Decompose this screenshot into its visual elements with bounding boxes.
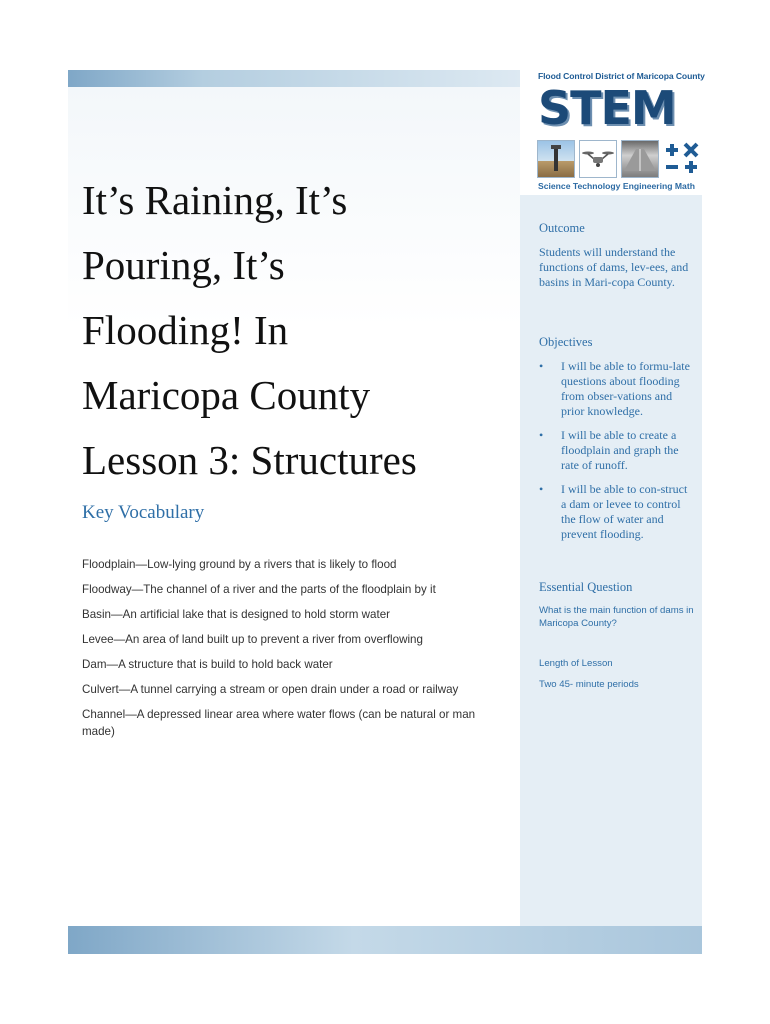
title-line: Maricopa County — [82, 372, 371, 418]
key-vocabulary-heading: Key Vocabulary — [82, 502, 205, 523]
title-line: Lesson 3: Structures — [82, 437, 417, 483]
vocabulary-item: Basin—An artificial lake that is designed to hold storm water — [82, 608, 391, 621]
title-line: Flooding! In — [82, 307, 289, 353]
bullet-icon: • — [539, 428, 544, 442]
top-decorative-bar — [68, 70, 520, 87]
objective-item — [539, 428, 691, 473]
length-of-lesson-heading: Length of Lesson — [539, 658, 613, 669]
vocabulary-item: Channel—A depressed linear area where water flows (can be natural or man made) — [82, 708, 476, 738]
math-symbols-icon — [663, 140, 701, 178]
objectives-list — [539, 359, 691, 542]
objective-item — [539, 482, 691, 542]
vocabulary-item: Dam—A structure that is build to hold back water — [82, 658, 333, 671]
stem-logo — [530, 66, 705, 194]
bottom-decorative-bar — [68, 926, 702, 954]
logo-tagline: Science Technology Engineering Math — [538, 181, 695, 191]
objective-text: I will be able to con-struct a dam or levee to control the flow of water and prevent flooding. — [561, 482, 688, 541]
objective-text: I will be able to formu-late questions about flooding from obser-vations and prior knowledge. — [561, 359, 690, 418]
logo-wordmark: STEM — [538, 81, 676, 135]
vocabulary-item: Floodway—The channel of a river and the parts of the floodplain by it — [82, 583, 436, 596]
bullet-icon: • — [539, 482, 544, 496]
sidebar-panel — [520, 195, 702, 926]
essential-question-text: What is the main function of dams in Maricopa County? — [539, 605, 694, 629]
title-line: It’s Raining, It’s — [82, 177, 348, 223]
vocabulary-item: Culvert—A tunnel carrying a stream or open drain under a road or railway — [82, 683, 459, 696]
vocabulary-item: Floodplain—Low-lying ground by a rivers that is likely to flood — [82, 558, 397, 571]
bullet-icon: • — [539, 359, 544, 373]
essential-question-heading: Essential Question — [539, 580, 633, 594]
vocabulary-list — [82, 556, 502, 748]
drone-icon — [579, 140, 617, 178]
outcome-heading: Outcome — [539, 221, 585, 235]
bridge-photo-icon — [621, 140, 659, 178]
outcome-text: Students will understand the functions of dams, lev-ees, and basins in Mari-copa County. — [539, 245, 689, 289]
objectives-heading: Objectives — [539, 335, 593, 349]
title-line: Pouring, It’s — [82, 242, 285, 288]
logo-tiles — [537, 140, 701, 178]
vocabulary-item: Levee—An area of land built up to prevent a river from overflowing — [82, 633, 423, 646]
page-title — [82, 168, 512, 493]
tower-photo-icon — [537, 140, 575, 178]
length-of-lesson-text: Two 45- minute periods — [539, 679, 639, 690]
objective-item — [539, 359, 691, 419]
logo-org-name: Flood Control District of Maricopa County — [538, 71, 705, 81]
objective-text: I will be able to create a floodplain and graph the rate of runoff. — [561, 428, 679, 472]
